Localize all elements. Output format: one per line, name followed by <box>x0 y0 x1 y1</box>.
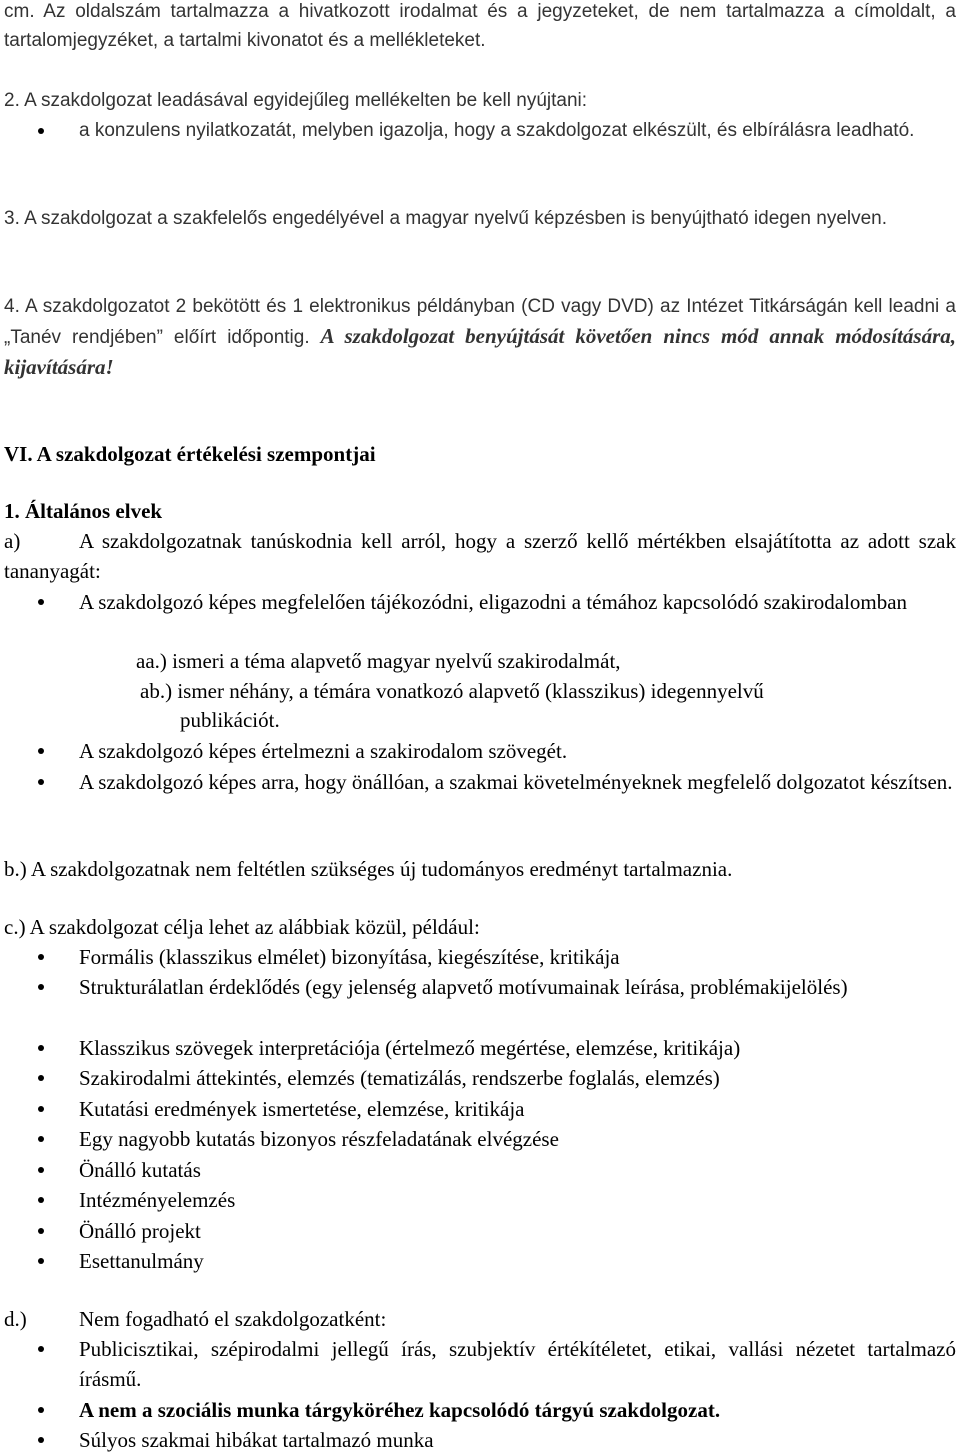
bullet-icon <box>38 1167 44 1173</box>
bullet-icon <box>38 1258 44 1264</box>
list-item <box>79 1033 956 1063</box>
section-heading-text: VI. A szakdolgozat értékelési szempontjai <box>4 442 376 466</box>
list-item <box>79 942 956 972</box>
list-item-text: Egy nagyobb kutatás bizonyos részfeladatának elvégzése <box>79 1127 559 1151</box>
bullet-icon <box>38 1045 44 1051</box>
list-item <box>79 1094 956 1124</box>
sub-item-aa <box>136 646 621 676</box>
paragraph-text: A szakdolgozatnak tanúskodnia kell arról, hogy a szerző kellő mértékben elsajátította az adott szak tananyagát: <box>4 529 956 583</box>
list-item-text: Önálló projekt <box>79 1219 201 1243</box>
item-label: d.) <box>4 1307 27 1331</box>
list-item-text: Szakirodalmi áttekintés, elemzés (tematizálás, rendszerbe foglalás, elemzés) <box>79 1066 720 1090</box>
paragraph-text: 3. A szakdolgozat a szakfelelős engedélyével a magyar nyelvű képzésben is benyújtható idegen nyelven. <box>4 208 888 229</box>
paragraph-a <box>4 526 956 586</box>
bullet-icon <box>38 954 44 960</box>
list-item-text: Önálló kutatás <box>79 1158 201 1182</box>
bullet-icon <box>38 1075 44 1081</box>
sub-item-ab-continuation <box>180 705 280 735</box>
bullet-icon <box>38 984 44 990</box>
bullet-icon <box>38 1407 44 1413</box>
emphasis-warning: A szakdolgozat benyújtását követően nincs mód annak módosítására, kijavítására! <box>4 324 956 379</box>
list-item-interpret <box>79 736 956 766</box>
list-item-text: a konzulens nyilatkozatát, melyben igazolja, hogy a szakdolgozat elkészült, és elbírálásra leadható. <box>79 120 915 141</box>
subsection-heading <box>4 496 956 526</box>
subsection-title: Általános elvek <box>25 499 163 523</box>
paragraph-text: cm. Az oldalszám tartalmazza a hivatkozott irodalmat és a jegyzeteket, de nem tartalmazza a címoldalt, a tartalomjegyzéket, a tartalmi kivonatot és a mellékleteket. <box>4 1 956 51</box>
list-item <box>79 1395 956 1425</box>
paragraph-text: 2. A szakdolgozat leadásával egyidejűleg mellékelten be kell nyújtani: <box>4 90 588 111</box>
bullet-icon <box>38 1346 44 1352</box>
sub-item-text: publikációt. <box>180 708 280 732</box>
list-item <box>79 1185 956 1215</box>
list-item-text: A szakdolgozó képes megfelelően tájékozódni, eligazodni a témához kapcsolódó szakirodalomban <box>79 590 908 614</box>
list-item <box>79 972 956 1002</box>
paragraph-text: 4. A szakdolgozatot 2 bekötött és 1 elektronikus példányban (CD vagy DVD) az Intézet Titkárságán kell leadni a „Tanév rendjében” előírt időpontig. <box>4 296 956 348</box>
sub-item-ab <box>140 676 764 706</box>
list-item-text: A szakdolgozó képes arra, hogy önállóan, a szakmai követelményeknek megfelelő dolgozatot készítsen. <box>79 770 953 794</box>
section-heading <box>4 439 956 469</box>
list-item-text: A nem a szociális munka tárgyköréhez kapcsolódó tárgyú szakdolgozat. <box>79 1398 721 1422</box>
bullet-icon <box>38 748 44 754</box>
list-item-text: Esettanulmány <box>79 1249 204 1273</box>
bullet-icon <box>38 1228 44 1234</box>
paragraph-text: Nem fogadható el szakdolgozatként: <box>79 1307 387 1331</box>
paragraph-text: b.) A szakdolgozatnak nem feltétlen szükséges új tudományos eredményt tartalmaznia. <box>4 857 733 881</box>
list-item-text: Strukturálatlan érdeklődés (egy jelenség alapvető motívumainak leírása, problémakijelölés) <box>79 975 848 999</box>
paragraph-c <box>4 912 956 942</box>
list-item <box>79 1216 956 1246</box>
paragraph-text: c.) A szakdolgozat célja lehet az alábbiak közül, például: <box>4 915 480 939</box>
list-item-orientation <box>79 587 956 617</box>
bullet-icon <box>38 1437 44 1443</box>
bullet-icon <box>38 599 44 605</box>
paragraph-submission-copies <box>4 292 956 383</box>
list-item-text: Kutatási eredmények ismertetése, elemzése, kritikája <box>79 1097 525 1121</box>
item-label: a) <box>4 529 21 553</box>
bullet-icon <box>38 1106 44 1112</box>
bullet-icon <box>38 1136 44 1142</box>
list-item-text: Intézményelemzés <box>79 1188 236 1212</box>
list-item <box>79 1334 956 1394</box>
list-item-text: Súlyos szakmai hibákat tartalmazó munka <box>79 1428 434 1452</box>
paragraph-b <box>4 854 956 884</box>
list-item-text: Formális (klasszikus elmélet) bizonyítása, kiegészítése, kritikája <box>79 945 620 969</box>
list-item-independent <box>79 767 956 797</box>
list-item-text: A szakdolgozó képes értelmezni a szakirodalom szövegét. <box>79 739 568 763</box>
list-item <box>79 1246 956 1276</box>
bullet-icon <box>38 779 44 785</box>
bullet-icon <box>38 1197 44 1203</box>
list-item <box>79 1124 956 1154</box>
list-item-consultant-statement <box>79 116 956 145</box>
bullet-icon <box>38 128 44 134</box>
sub-item-text: ab.) ismer néhány, a témára vonatkozó alapvető (klasszikus) idegennyelvű <box>140 679 764 703</box>
subsection-number: 1. <box>4 499 20 523</box>
sub-item-text: aa.) ismeri a téma alapvető magyar nyelvű szakirodalmát, <box>136 649 621 673</box>
paragraph-foreign-language <box>4 204 956 233</box>
list-item <box>79 1425 956 1455</box>
paragraph-d <box>4 1304 956 1334</box>
list-item <box>79 1063 956 1093</box>
paragraph-page-count <box>4 0 956 55</box>
list-item-text: Publicisztikai, szépirodalmi jellegű írás, szubjektív értékítéletet, etikai, vallási nézetet tartalmazó írásmű. <box>79 1337 956 1391</box>
list-item <box>79 1155 956 1185</box>
list-item-text: Klasszikus szövegek interpretációja (értelmező megértése, elemzése, kritikája) <box>79 1036 741 1060</box>
paragraph-submission-intro <box>4 86 956 115</box>
